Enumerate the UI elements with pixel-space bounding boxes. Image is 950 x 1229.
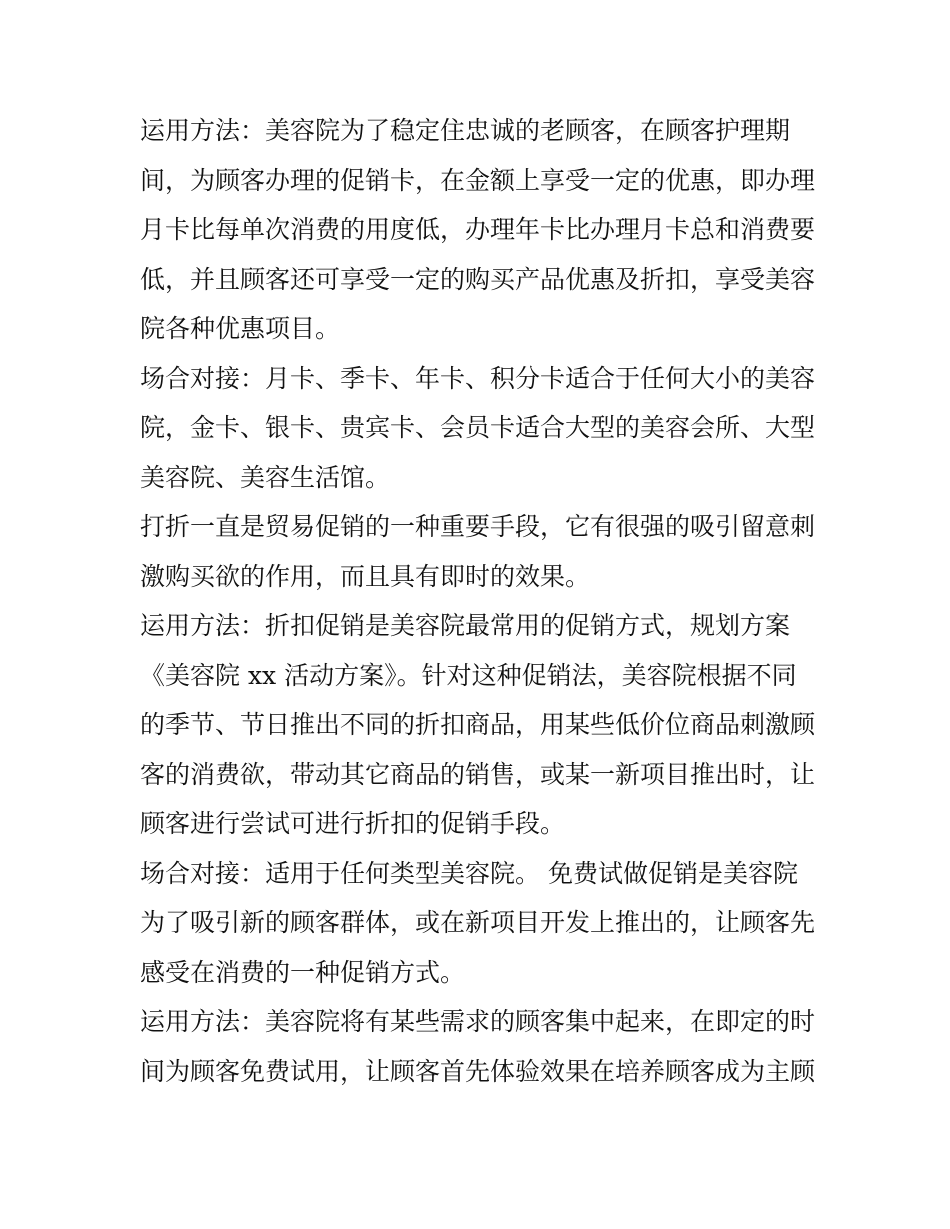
text-line: 运用方法：美容院将有某些需求的顾客集中起来，在即定的时 (140, 1007, 816, 1036)
text-line: 低，并且顾客还可享受一定的购买产品优惠及折扣，享受美容 (140, 264, 816, 294)
text-line: 为了吸引新的顾客群体，或在新项目开发上推出的，让顾客先 (140, 908, 816, 937)
paragraph (140, 849, 816, 998)
text-line: 激购买欲的作用，而且具有即时的效果。 (140, 561, 591, 591)
paragraph (140, 354, 816, 503)
text-line: 感受在消费的一种促销方式。 (140, 957, 466, 987)
text-line: 运用方法：美容院为了稳定住忠诚的老顾客，在顾客护理期 (140, 116, 791, 145)
text-line: 运用方法：折扣促销是美容院最常用的促销方式，规划方案 (140, 611, 791, 640)
paragraph (140, 997, 816, 1096)
document-body (140, 106, 816, 1096)
text-line: 场合对接：月卡、季卡、年卡、积分卡适合于任何大小的美容 (140, 363, 816, 393)
paragraph (140, 601, 816, 849)
text-line: 院，金卡、银卡、贵宾卡、会员卡适合大型的美容会所、大型 (140, 413, 816, 442)
text-line: 间，为顾客办理的促销卡，在金额上享受一定的优惠，即办理 (140, 165, 816, 195)
text-line: 间为顾客免费试用，让顾客首先体验效果在培养顾客成为主顾 (140, 1056, 816, 1086)
text-line: 打折一直是贸易促销的一种重要手段，它有很强的吸引留意刺 (140, 512, 816, 541)
text-line: 院各种优惠项目。 (140, 314, 341, 343)
paragraph (140, 106, 816, 354)
text-line: 顾客进行尝试可进行折扣的促销手段。 (140, 809, 566, 838)
paragraph (140, 502, 816, 601)
text-line: 客的消费欲，带动其它商品的销售，或某一新项目推出时，让 (140, 759, 816, 789)
text-line: 的季节、节日推出不同的折扣商品，用某些低价位商品刺激顾 (140, 710, 816, 739)
text-line: 美容院、美容生活馆。 (140, 462, 391, 492)
text-line: 《美容院 xx 活动方案》。针对这种促销法，美容院根据不同 (140, 660, 797, 690)
text-line: 场合对接：适用于任何类型美容院。 免费试做促销是美容院 (140, 858, 798, 888)
text-line: 月卡比每单次消费的用度低，办理年卡比办理月卡总和消费要 (140, 215, 816, 244)
